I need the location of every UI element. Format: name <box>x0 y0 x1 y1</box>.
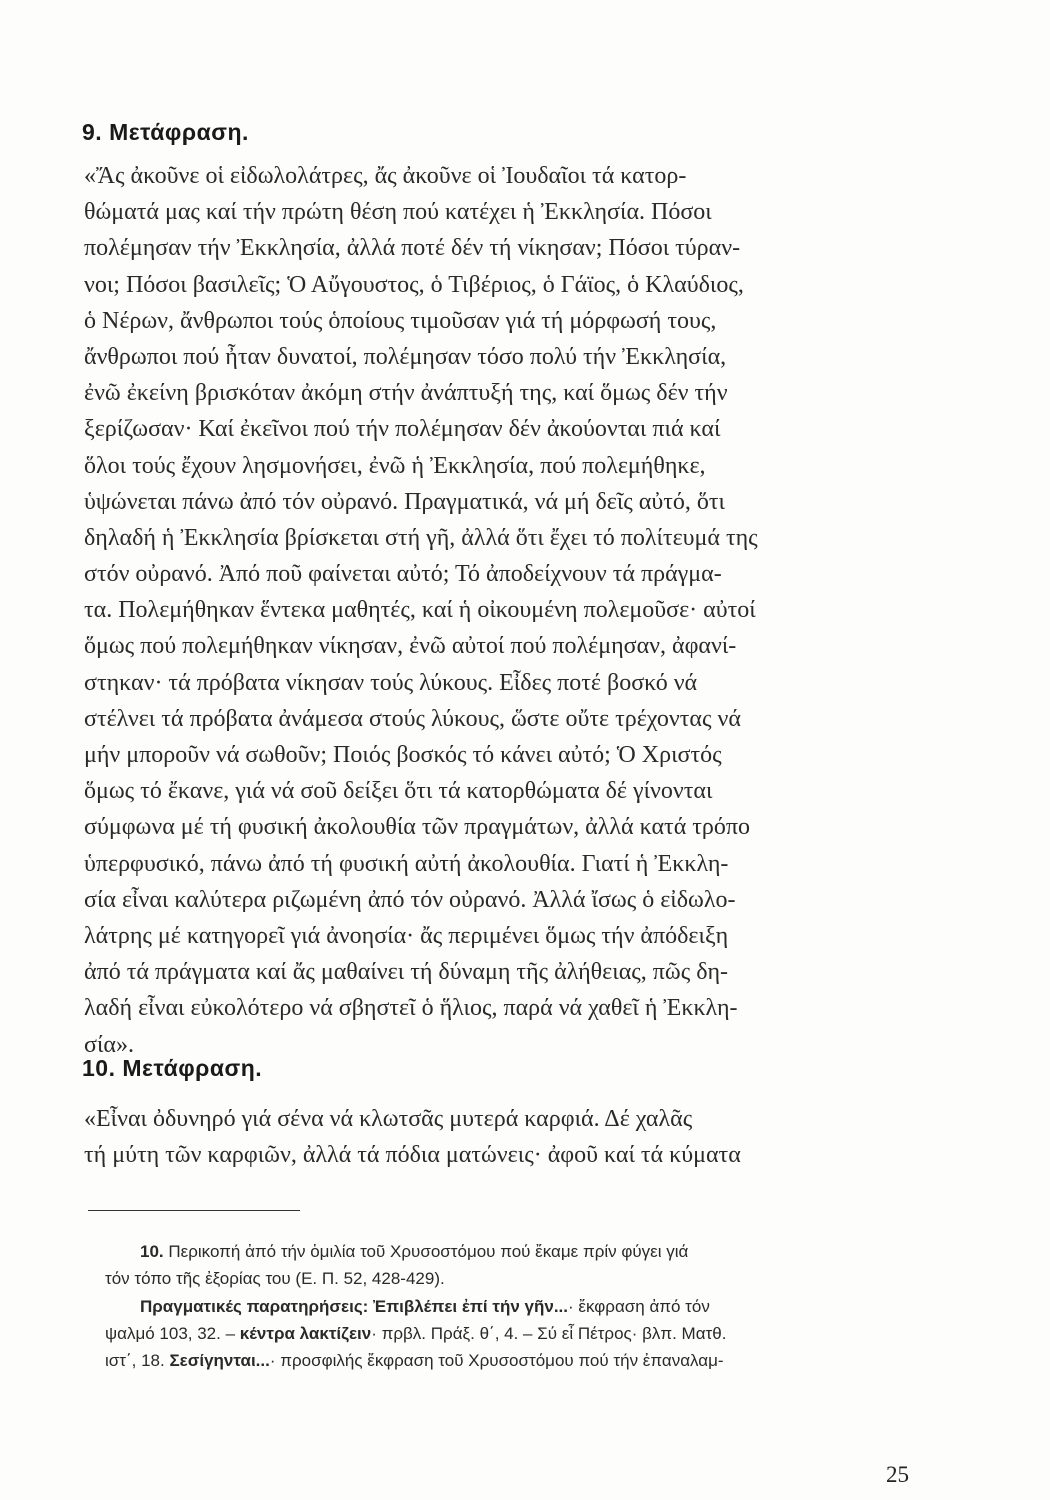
text-line: νοι; Πόσοι βασιλεῖς; Ὁ Αὔγουστος, ὁ Τιβέριος, ὁ Γάϊος, ὁ Κλαύδιος, <box>84 271 744 298</box>
text-line: σία». <box>84 1031 134 1058</box>
text-line: θώματά μας καί τήν πρώτη θέση πού κατέχει ἡ Ἐκκλησία. Πόσοι <box>84 199 712 226</box>
footnote-text: · ἔκφραση ἀπό τόν <box>568 1296 710 1316</box>
footnote-separator <box>88 1210 300 1211</box>
footnote-phrase: Ἐπιβλέπει ἐπί τήν γῆν... <box>373 1296 568 1316</box>
footnote-text: ιστ΄, 18. <box>105 1351 165 1371</box>
footnote-number: 10. <box>140 1242 164 1261</box>
section-9-body <box>84 158 922 1063</box>
footnote-line: τόν τόπο τῆς ἐξορίας του (Ε. Π. 52, 428-429). <box>105 1269 445 1289</box>
page-number: 25 <box>886 1462 909 1487</box>
text-line: ὑπερφυσικό, πάνω ἀπό τή φυσική αὐτή ἀκολουθία. Γιατί ἡ Ἐκκλη- <box>84 850 729 877</box>
footnote-line <box>105 1320 930 1347</box>
footnote-phrase: κέντρα λακτίζειν <box>239 1323 372 1343</box>
text-line: στέλνει τά πρόβατα ἀνάμεσα στούς λύκους, ὥστε οὔτε τρέχοντας νά <box>84 705 741 732</box>
section-9-heading: 9. Μετάφραση. <box>82 119 249 145</box>
text-line: στόν οὐρανό. Ἀπό ποῦ φαίνεται αὐτό; Τό ἀποδείχνουν τά πράγμα- <box>84 561 722 588</box>
footnote-line <box>105 1293 930 1320</box>
text-line: σύμφωνα μέ τή φυσική ἀκολουθία τῶν πραγμάτων, ἀλλά κατά τρόπο <box>84 814 750 841</box>
footnote-text: · προσφιλής ἔκφραση τοῦ Χρυσοστόμου πού τήν ἐπαναλαμ- <box>269 1351 724 1371</box>
text-line: ὅμως τό ἔκανε, γιά νά σοῦ δείξει ὅτι τά κατορθώματα δέ γίνονται <box>84 778 713 805</box>
text-line: λαδή εἶναι εὐκολότερο νά σβηστεῖ ὁ ἥλιος, παρά νά χαθεῖ ἡ Ἐκκλη- <box>84 995 738 1022</box>
text-line: μήν μποροῦν νά σωθοῦν; Ποιός βοσκός τό κάνει αὐτό; Ὁ Χριστός <box>84 742 722 768</box>
text-line: ὑψώνεται πάνω ἀπό τόν οὐρανό. Πραγματικά, νά μή δεῖς αὐτό, ὅτι <box>84 488 726 515</box>
text-line: ξερίζωσαν· Καί ἐκεῖνοι πού τήν πολέμησαν δέν ἀκούονται πιά καί <box>84 416 721 443</box>
text-line: ὅμως πού πολεμήθηκαν νίκησαν, ἐνῶ αὐτοί πού πολέμησαν, ἀφανί- <box>84 633 737 660</box>
section-10-heading: 10. Μετάφραση. <box>82 1055 263 1081</box>
text-line: δηλαδή ἡ Ἐκκλησία βρίσκεται στή γῆ, ἀλλά ὅτι ἔχει τό πολίτευμά της <box>84 524 758 551</box>
text-line: «Εἶναι ὀδυνηρό γιά σένα νά κλωτσᾶς μυτερά καρφιά. Δέ χαλᾶς <box>84 1106 693 1132</box>
text-line: στηκαν· τά πρόβατα νίκησαν τούς λύκους. Εἶδες ποτέ βοσκό νά <box>84 669 698 696</box>
text-line: τα. Πολεμήθηκαν ἕντεκα μαθητές, καί ἡ οἰκουμένη πολεμοῦσε· αὐτοί <box>84 597 756 624</box>
text-line: τή μύτη τῶν καρφιῶν, ἀλλά τά πόδια ματώνεις· ἀφοῦ καί τά κύματα <box>84 1142 741 1169</box>
text-line: ὅλοι τούς ἔχουν λησμονήσει, ἐνῶ ἡ Ἐκκλησία, πού πολεμήθηκε, <box>84 452 706 479</box>
footnote-line <box>105 1347 930 1374</box>
text-line: σία εἶναι καλύτερα ριζωμένη ἀπό τόν οὐρανό. Ἀλλά ἴσως ὁ εἰδωλο- <box>84 886 736 913</box>
text-line: «Ἄς ἀκοῦνε οἱ εἰδωλολάτρες, ἄς ἀκοῦνε οἱ Ἰουδαῖοι τά κατορ- <box>84 163 687 189</box>
footnote-line <box>105 1238 930 1265</box>
observations-title: Πραγματικές παρατηρήσεις: <box>140 1296 369 1316</box>
text-line: πολέμησαν τήν Ἐκκλησία, ἀλλά ποτέ δέν τή νίκησαν; Πόσοι τύραν- <box>84 235 741 262</box>
footnote-phrase: Σεσίγηνται... <box>169 1351 270 1371</box>
text-line: ἄνθρωποι πού ἦταν δυνατοί, πολέμησαν τόσο πολύ τήν Ἐκκλησία, <box>84 343 727 370</box>
footnote-text: · πρβλ. Πράξ. θ΄, 4. – Σύ εἶ Πέτρος· βλπ. Ματθ. <box>371 1323 727 1343</box>
text-line: λάτρης μέ κατηγορεῖ γιά ἀνοησία· ἄς περιμένει ὅμως τήν ἀπόδειξη <box>84 922 729 949</box>
text-line: ὁ Νέρων, ἄνθρωποι τούς ὁποίους τιμοῦσαν γιά τή μόρφωσή τους, <box>84 307 717 334</box>
footnote-text: ψαλμό 103, 32. – <box>105 1323 236 1343</box>
footnote-text: Περικοπή ἀπό τήν ὁμιλία τοῦ Χρυσοστόμου πού ἔκαμε πρίν φύγει γιά <box>168 1242 689 1261</box>
footnotes <box>105 1238 930 1374</box>
section-10-body <box>84 1101 922 1173</box>
text-line: ἀπό τά πράγματα καί ἄς μαθαίνει τή δύναμη τῆς ἀλήθειας, πῶς δη- <box>84 959 729 986</box>
text-line: ἐνῶ ἐκείνη βρισκόταν ἀκόμη στήν ἀνάπτυξή της, καί ὅμως δέν τήν <box>84 380 728 407</box>
